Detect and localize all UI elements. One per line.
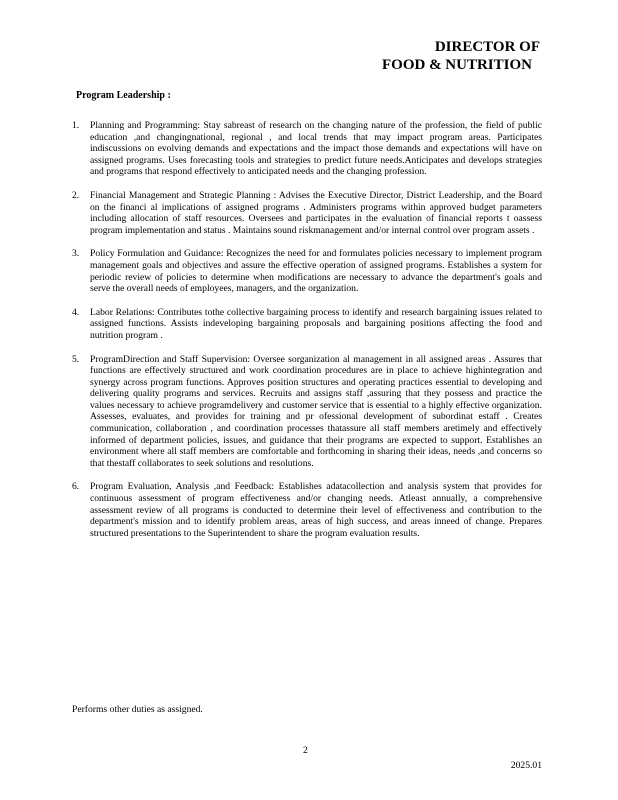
item-number: 3. xyxy=(72,248,80,260)
section-heading: Program Leadership : xyxy=(76,90,171,101)
item-text: Program Evaluation, Analysis ,and Feedback: Establishes adatacollection and analysis system that provides for continuous assessment of program effectiveness and/or changing needs. Atleast annually, a comprehensive assessment review of all programs is conducted to determine their level of effectiveness and contribution to the department's mission and to identify problem areas, areas of high success, and areas inneed of change. Prepares structured presentations to the Superintendent to share the program evaluation results. xyxy=(90,481,542,539)
item-text: Planning and Programming: Stay sabreast of research on the changing nature of the profession, the field of public education ,and changingnational, regional , and local trends that may impact program areas. Participates indiscussions on evolving demands and expectations and the impact those demands and expectations will have on assigned programs. Uses forecasting tools and strategies to predict future needs.Anticipates and develops strategies and programs that respond effectively to anticipated needs and the changing profession. xyxy=(90,120,542,178)
revision-code: 2025.01 xyxy=(510,760,542,771)
duties-list xyxy=(72,120,542,551)
item-text: Labor Relations: Contributes tothe collective bargaining process to identify and research bargaining issues related to assigned functions. Assists indeveloping bargaining proposals and bargaining positions affecting the food and nutrition program . xyxy=(90,306,542,341)
list-item xyxy=(72,120,542,178)
item-number: 6. xyxy=(72,481,80,493)
document-title xyxy=(382,38,540,74)
item-number: 1. xyxy=(72,120,80,131)
title-line-2: FOOD & NUTRITION xyxy=(381,57,532,73)
list-item xyxy=(72,481,542,539)
item-number: 2. xyxy=(72,189,80,201)
item-text: ProgramDirection and Staff Supervision: Oversee sorganization al management in all assigned areas . Assures that functions are effectively structured and work coordination procedures are in place to achieve highintegration and synergy across program functions. Approves position structures and operating practices essential to developing and delivering quality programs and services. Recruits and assigns staff ,assuring that they possess and practice the values necessary to achieve programdelivery and customer service that is essential to a highly effective organization. Assesses, evaluates, and provides for training and pr ofessional development of subordinat estaff . Creates communication, collaboration , and coordination processes thatassure all staff members aretimely and effectively informed of department policies, issues, and guidance that their programs are expected to support. Establishes an environment where all staff members are comfortable and forthcoming in sharing their ideas, needs ,and concerns so that thestaff collaborates to seek solutions and resolutions. xyxy=(90,353,542,469)
item-number: 4. xyxy=(72,306,80,318)
item-text: Policy Formulation and Guidance: Recognizes the need for and formulates policies necessary to implement program management goals and objectives and assure the effective operation of assigned programs. Establishes a system for periodic review of policies to determine when modifications are necessary to advance the department's goals and serve the overall needs of employees, managers, and the organization. xyxy=(90,248,542,295)
title-line-1: DIRECTOR OF xyxy=(434,39,540,55)
list-item xyxy=(72,248,542,294)
list-item xyxy=(72,354,542,470)
closing-statement: Performs other duties as assigned. xyxy=(72,704,203,715)
list-item xyxy=(72,307,542,342)
list-item xyxy=(72,190,542,236)
page-number: 2 xyxy=(303,745,308,756)
item-number: 5. xyxy=(72,353,80,365)
item-text: Financial Management and Strategic Planning : Advises the Executive Director, District Leadership, and the Board on the financi al implications of assigned programs . Administers programs within approved budget parameters including allocation of staff resources. Oversees and participates in the evaluation of financial reports t oassess program implementation and status . Maintains sound riskmanagement and/or internal control over program assets . xyxy=(90,189,542,236)
